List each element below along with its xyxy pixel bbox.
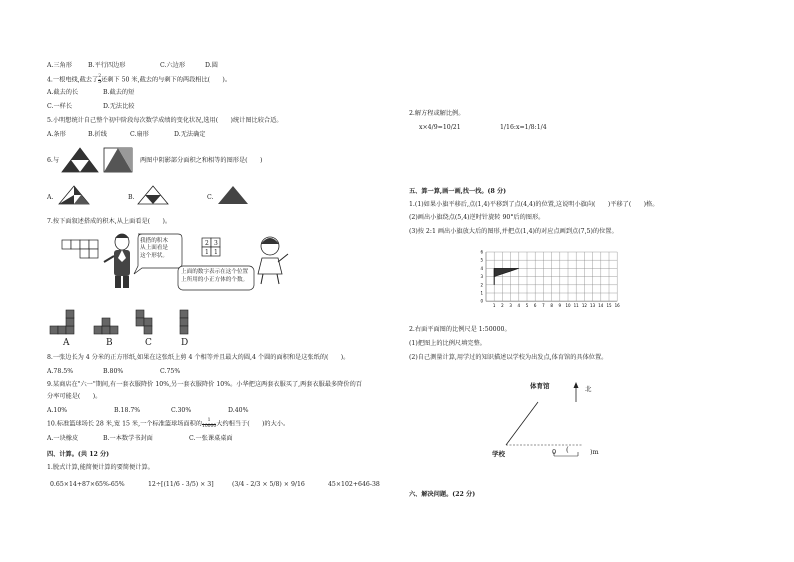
q10-option-b[interactable]: B.一本数学书封面: [103, 435, 153, 442]
q6-text-pre: 6.与: [47, 157, 60, 164]
grid-x-tick-label: 15: [606, 303, 612, 309]
q9-option-c[interactable]: C.30%: [171, 407, 192, 414]
grid-x-tick-label: 8: [550, 303, 553, 309]
calc-expression-3: (3/4 - 2/3 × 5/8) × 9/16: [232, 481, 305, 488]
north-label: 北: [585, 385, 592, 393]
grid-x-tick-label: 11: [573, 303, 579, 309]
grid-x-tick-label: 16: [614, 303, 620, 309]
q6-reference-figures: [60, 146, 140, 174]
q9-option-d[interactable]: D.40%: [228, 407, 249, 414]
grid-y-tick-label: 1: [480, 290, 483, 296]
q4-fraction: $\frac{2}{5}$: [98, 74, 102, 85]
q9-question-line1: 9.某商店在"六一"期间,有一套衣服降价 10%,另一套衣服降价 10%。小华把这两套衣服买了,两套衣服最多降价的百: [47, 381, 362, 388]
section-4-heading: 四、计算。(共 12 分): [47, 451, 110, 458]
teacher-figure: [104, 234, 130, 288]
q6-option-b[interactable]: B.: [128, 194, 135, 201]
q8-question: 8.一张边长为 4 分米的正方形纸,如果在这张纸上剪 4 个相等并且最大的圆,4 个圆的面积和是这张纸的( )。: [47, 354, 350, 361]
equation-1: x×4/9=10/21: [419, 124, 461, 131]
q3-option-c[interactable]: C.六边形: [160, 62, 186, 69]
grid-y-tick-label: 6: [480, 249, 483, 255]
q4-option-b[interactable]: B.截去的短: [103, 89, 135, 96]
calc-expression-1: 0.65×14+87×65%-65%: [50, 481, 125, 488]
scale-zero: 0: [552, 448, 557, 456]
map-question-2: (2)自己测量计算,用学过的知识描述以学校为出发点,体育馆的具体位置。: [409, 354, 608, 361]
q7-option-d[interactable]: D: [181, 338, 189, 348]
grid-y-tick-label: 5: [480, 257, 483, 263]
north-arrow-head: [574, 382, 579, 388]
section-5-q1-3: (3)按 2:1 画出小旗放大后的图形,并把点(1,4)的对应点画到点(7,5)的位置。: [409, 228, 618, 235]
q6-option-c[interactable]: C.: [207, 194, 214, 201]
q7-grid-number-3: 1: [205, 249, 209, 256]
grid-y-tick-label: 0: [480, 298, 483, 304]
q5-option-c[interactable]: C.扇形: [130, 131, 149, 138]
q3-option-d[interactable]: D.圆: [205, 62, 218, 69]
q5-option-d[interactable]: D.无法确定: [174, 131, 206, 138]
grid-y-tick-label: 3: [480, 274, 483, 280]
section-5-q1-1: 1.(1)如果小旗平移后,点(1,4)平移到了点(4,4)的位置,这说明小旗向( )平移了( )格。: [409, 201, 659, 208]
q4-text-post: 还剩下 50 米,截去的与剩下的两段相比( )。: [101, 76, 232, 84]
q10-text-pre: 10.标准篮球场长 28 米,宽 15 米,一个标准篮球场面积的: [47, 420, 202, 428]
school-label: 学校: [492, 450, 505, 458]
q10-option-a[interactable]: A.一块橡皮: [47, 435, 79, 442]
q7-grid-number-2: 3: [214, 240, 218, 247]
student-figure: [258, 237, 288, 284]
q4-option-d[interactable]: D.无法比较: [103, 103, 135, 110]
q4-question: [47, 75, 231, 85]
q10-text-post: 大约相当于( )的大小。: [216, 420, 290, 428]
grid-x-tick-label: 6: [533, 303, 537, 309]
q7-grid-number-1: 2: [205, 240, 209, 247]
q6-option-a[interactable]: A.: [47, 194, 54, 201]
calc-expression-4: 45×102+646-38: [328, 481, 380, 488]
q4-text-pre: 4.一根电线,截去了: [47, 76, 99, 84]
q4-option-c[interactable]: C.一样长: [47, 103, 73, 110]
grid-x-tick-label: 3: [509, 303, 512, 309]
grid-x-tick-label: 1: [492, 303, 496, 309]
q7-option-a[interactable]: A: [63, 338, 70, 348]
grid-x-tick-label: 10: [565, 303, 571, 309]
grid-x-tick-label: 7: [542, 303, 545, 309]
coordinate-grid: [478, 248, 638, 320]
q8-option-b[interactable]: B.80%: [103, 368, 124, 375]
grid-x-tick-label: 5: [525, 303, 529, 309]
q9-option-a[interactable]: A.10%: [47, 407, 68, 414]
grid-y-tick-label: 4: [480, 265, 483, 271]
q6-text-post: 两图中阴影部分面积之和相等的图形是( ): [140, 157, 263, 164]
q5-question: 5.小明想统计自己整个初中阶段每次数学成绩的变化状况,选用( )统计图比较合适。: [47, 117, 283, 124]
calc-expression-2: 12÷[(11/6 - 3/5) × 3]: [148, 481, 214, 488]
q10-fraction: $\frac{1}{10000}$: [201, 418, 217, 429]
q7-bubble-2: 上面的数字表示在这个位置 上所用的小正方体的个数。: [181, 269, 249, 283]
q5-option-b[interactable]: B.折线: [88, 131, 107, 138]
q9-option-b[interactable]: B.18.7%: [114, 407, 141, 414]
grid-x-tick-label: 14: [598, 303, 604, 309]
q7-grid-number-4: 1: [214, 249, 218, 256]
grid-y-tick-label: 2: [480, 282, 483, 288]
q9-question-line2: 分率可能是( )。: [47, 393, 102, 400]
q8-option-c[interactable]: C.75%: [160, 368, 181, 375]
q6-option-b-figure: [136, 184, 170, 206]
section-4-q1: 1.脱式计算,能简便计算的要简便计算。: [47, 464, 154, 471]
q6-option-a-figure: [57, 184, 91, 206]
q3-option-a[interactable]: A.三角形: [47, 62, 72, 69]
section-5-q1-2: (2)画出小旗绕点(5,4)逆时针旋转 90°后的图形。: [409, 214, 545, 221]
q10-option-c[interactable]: C.一张课桌桌面: [189, 435, 233, 442]
q5-option-a[interactable]: A.条形: [47, 131, 66, 138]
flag-shape: [494, 268, 519, 276]
grid-x-tick-label: 2: [501, 303, 504, 309]
q7-option-b[interactable]: B: [106, 338, 113, 348]
map-question-1: (1)把图上的比例尺填完整。: [409, 340, 486, 347]
q4-option-a[interactable]: A.截去的长: [47, 89, 79, 96]
equation-2: 1/16:x=1/8:1/4: [500, 124, 547, 131]
map-question: 2.右面平面图的比例尺是 1:50000。: [409, 326, 511, 333]
q7-option-c[interactable]: C: [145, 338, 152, 348]
equation-heading: 2.解方程或解比例。: [409, 110, 465, 117]
grid-x-tick-label: 13: [590, 303, 596, 309]
grid-x-tick-label: 12: [581, 303, 587, 309]
section-5-heading: 五、算一算,画一画,找一找。(8 分): [409, 188, 507, 195]
grid-x-tick-label: 4: [517, 303, 521, 309]
q7-illustration: [56, 228, 296, 292]
q7-option-figures: [50, 310, 200, 338]
q7-bubble-1: 我搭的积木 从上面看是 这个形状。: [140, 238, 168, 259]
section-6-heading: 六、解决问题。(22 分): [409, 491, 476, 498]
gym-label: 体育馆: [530, 382, 550, 390]
scale-unit: )m: [590, 448, 599, 456]
grid-x-tick-label: 9: [558, 303, 562, 309]
scale-paren-open: (: [566, 446, 569, 454]
q6-option-c-figure: [216, 184, 250, 206]
q10-question: [47, 419, 289, 429]
q7-question: 7.按下面叙述搭成的积木,从上面看是( )。: [47, 218, 172, 225]
q3-option-b[interactable]: B.平行四边形: [88, 62, 126, 69]
q8-option-a[interactable]: A.78.5%: [47, 368, 74, 375]
